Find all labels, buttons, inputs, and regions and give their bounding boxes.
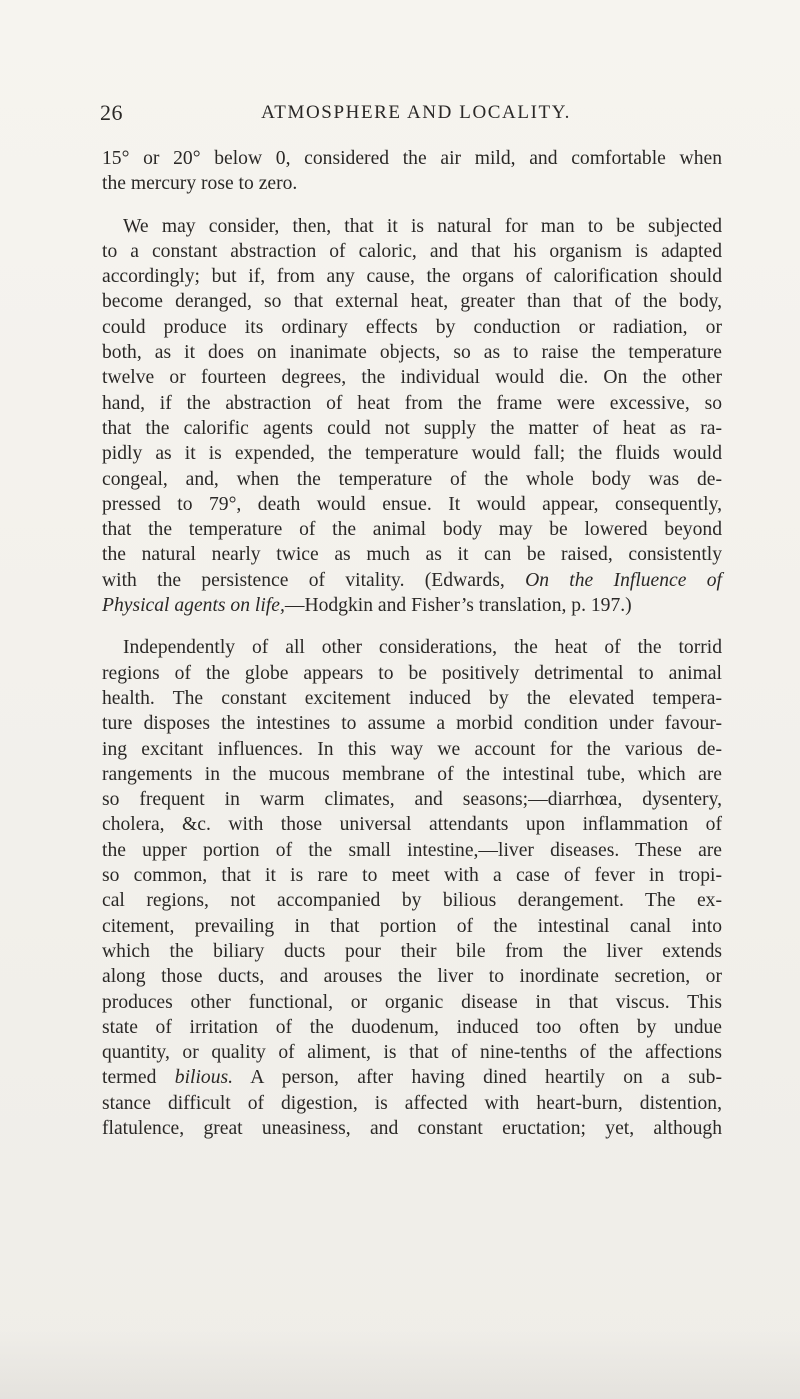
italic-text: On the Influence of <box>525 569 722 591</box>
text-line: to a constant abstraction of caloric, and that his organism is adapted <box>102 240 722 262</box>
text-segment: A person, after having dined heartily on a sub- <box>233 1067 722 1089</box>
text-line: state of irritation of the duodenum, induced too often by undue <box>102 1016 722 1038</box>
text-line: twelve or fourteen degrees, the individual would die. On the other <box>102 367 722 389</box>
text-line: that the temperature of the animal body may be lowered beyond <box>102 519 722 541</box>
text-segment: termed <box>102 1067 175 1089</box>
italic-text: bilious. <box>174 1067 234 1089</box>
text-line: flatulence, great uneasiness, and constant eructation; yet, although <box>102 1117 722 1139</box>
italic-text: Physical agents on life, <box>102 595 285 617</box>
text-line: along those ducts, and arouses the liver to inordinate secretion, or <box>102 966 722 988</box>
text-line: so common, that it is rare to meet with a case of fever in tropi- <box>102 865 722 887</box>
text-line: 15° or 20° below 0, considered the air mild, and comfortable when <box>102 148 722 169</box>
body-text <box>102 146 722 1141</box>
text-line: cal regions, not accompanied by bilious derangement. The ex- <box>102 890 722 912</box>
text-line: stance difficult of digestion, is affected with heart-burn, distention, <box>102 1092 722 1114</box>
text-line: pidly as it is expended, the temperature would fall; the fluids would <box>102 443 722 465</box>
text-line: could produce its ordinary effects by conduction or radiation, or <box>102 316 722 338</box>
text-line: Independently of all other considerations, the heat of the torrid <box>123 637 722 659</box>
text-line: ing excitant influences. In this way we account for the various de- <box>102 738 722 760</box>
text-line: the upper portion of the small intestine,—liver diseases. These are <box>102 839 722 861</box>
paragraph <box>102 146 722 197</box>
text-line: that the calorific agents could not supply the matter of heat as ra- <box>102 417 722 439</box>
paragraph <box>102 635 722 1141</box>
page-number: 26 <box>100 100 123 125</box>
text-line: so frequent in warm climates, and seasons;—diarrhœa, dysentery, <box>102 789 722 811</box>
text-segment: —Hodgkin and Fisher’s translation, p. 197.) <box>284 595 632 617</box>
text-line: accordingly; but if, from any cause, the organs of calorification should <box>102 266 722 288</box>
text-line: become deranged, so that external heat, greater than that of the body, <box>102 291 722 313</box>
text-line: the mercury rose to zero. <box>102 173 298 195</box>
page-shadow <box>0 1329 800 1399</box>
text-line <box>102 1065 722 1090</box>
text-line: congeal, and, when the temperature of the whole body was de- <box>102 468 722 490</box>
text-line: produces other functional, or organic disease in that viscus. This <box>102 991 722 1013</box>
text-line: We may consider, then, that it is natural for man to be subjected <box>123 215 722 237</box>
paragraph <box>102 214 722 619</box>
text-line: citement, prevailing in that portion of the intestinal canal into <box>102 915 722 937</box>
page-header <box>100 100 732 130</box>
text-line: both, as it does on inanimate objects, so as to raise the temperature <box>102 342 722 364</box>
text-line <box>102 593 722 618</box>
text-line: regions of the globe appears to be positively detrimental to animal <box>102 662 722 684</box>
text-line: quantity, or quality of aliment, is that of nine-tenths of the affections <box>102 1042 722 1064</box>
text-line <box>102 568 722 593</box>
text-segment: with the persistence of vitality. (Edwards, <box>102 569 526 591</box>
text-line: hand, if the abstraction of heat from the frame were excessive, so <box>102 392 722 414</box>
text-line: ture disposes the intestines to assume a morbid condition under favour- <box>102 713 722 735</box>
text-line: cholera, &c. with those universal attendants upon inflammation of <box>102 814 722 836</box>
text-line: which the biliary ducts pour their bile from the liver extends <box>102 940 722 962</box>
text-line: rangements in the mucous membrane of the intestinal tube, which are <box>102 763 722 785</box>
text-line: the natural nearly twice as much as it can be raised, consistently <box>102 544 722 566</box>
running-head: ATMOSPHERE AND LOCALITY. <box>261 102 571 123</box>
text-line: health. The constant excitement induced by the elevated tempera- <box>102 687 722 709</box>
text-line: pressed to 79°, death would ensue. It would appear, consequently, <box>102 493 722 515</box>
